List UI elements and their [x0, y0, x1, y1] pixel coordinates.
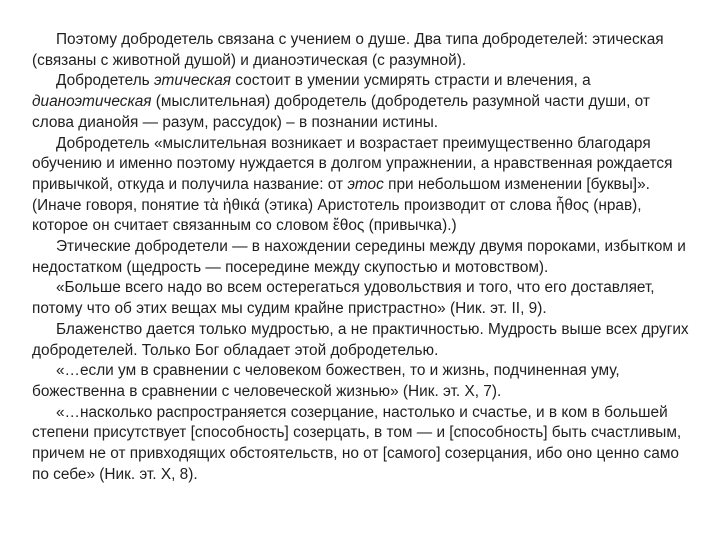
paragraph [32, 134, 690, 238]
paragraph-text: «Больше всего надо во всем остерегаться удовольствия и того, что его доставляет, потому что об этих вещах мы судим крайне пристрастно» (Ник. эт. II, 9). [32, 279, 655, 318]
paragraph [32, 71, 690, 133]
paragraph-text: «…если ум в сравнении с человеком божествен, то и жизнь, подчиненная уму, божественна в сравнении с человеческой жизнью» (Ник. эт. X, 7). [32, 362, 620, 400]
paragraph-text: Блаженство дается только мудростью, а не практичностью. Мудрость выше всех других добродетелей. Только Бог обладает этой добродетелью. [32, 320, 689, 359]
paragraph [32, 361, 690, 402]
paragraph-text: Поэтому добродетель связана с учением о душе. Два типа добродетелей: этическая (связаны с животной душой) и дианоэтическая (с разумной). [32, 31, 664, 69]
paragraph-text: «…насколько распространяется созерцание, настолько и счастье, и в ком в большей степени присутствует [способность] созерцать, в том — и [способность] быть счастливым, причем не от привходящих обстоятельств, но от [самого] созерцания, ибо оно ценно само по себе» (Ник. эт. X, 8). [32, 403, 682, 483]
paragraph-text: Этические добродетели — в нахождении середины между двумя пороками, избытком и недостатком (щедрость — посередине между скупостью и мотовством). [32, 238, 686, 276]
paragraph-text: состоит в умении усмирять страсти и влечения, а [231, 72, 591, 90]
paragraph-text: при небольшом изменении [буквы]». (Иначе говоря, понятие τὰ ἠθικά (этика) Аристотель производит от слова ἦθος (нрав), которое он считает связанным со словом ἔθος (привычка).) [32, 175, 650, 235]
paragraph-text: Добродетель [56, 72, 154, 90]
paragraph [32, 30, 690, 71]
paragraph-text: Добродетель «мыслительная возникает и возрастает преимущественно благодаря обучению и именно поэтому нуждается в долгом упражнении, а нравственная рождается привычкой, откуда и получила название: от [32, 134, 673, 193]
italic-term: этос [347, 175, 384, 193]
paragraph [32, 278, 690, 319]
paragraph [32, 403, 690, 486]
italic-term: дианоэтическая [32, 93, 152, 111]
document-body [32, 30, 690, 485]
italic-term: этическая [153, 72, 232, 90]
paragraph-text: (мыслительная) добродетель (добродетель разумной части души, от слова дианойя — разум, рассудок) – в познании истины. [32, 93, 650, 131]
paragraph [32, 237, 690, 278]
paragraph [32, 320, 690, 361]
